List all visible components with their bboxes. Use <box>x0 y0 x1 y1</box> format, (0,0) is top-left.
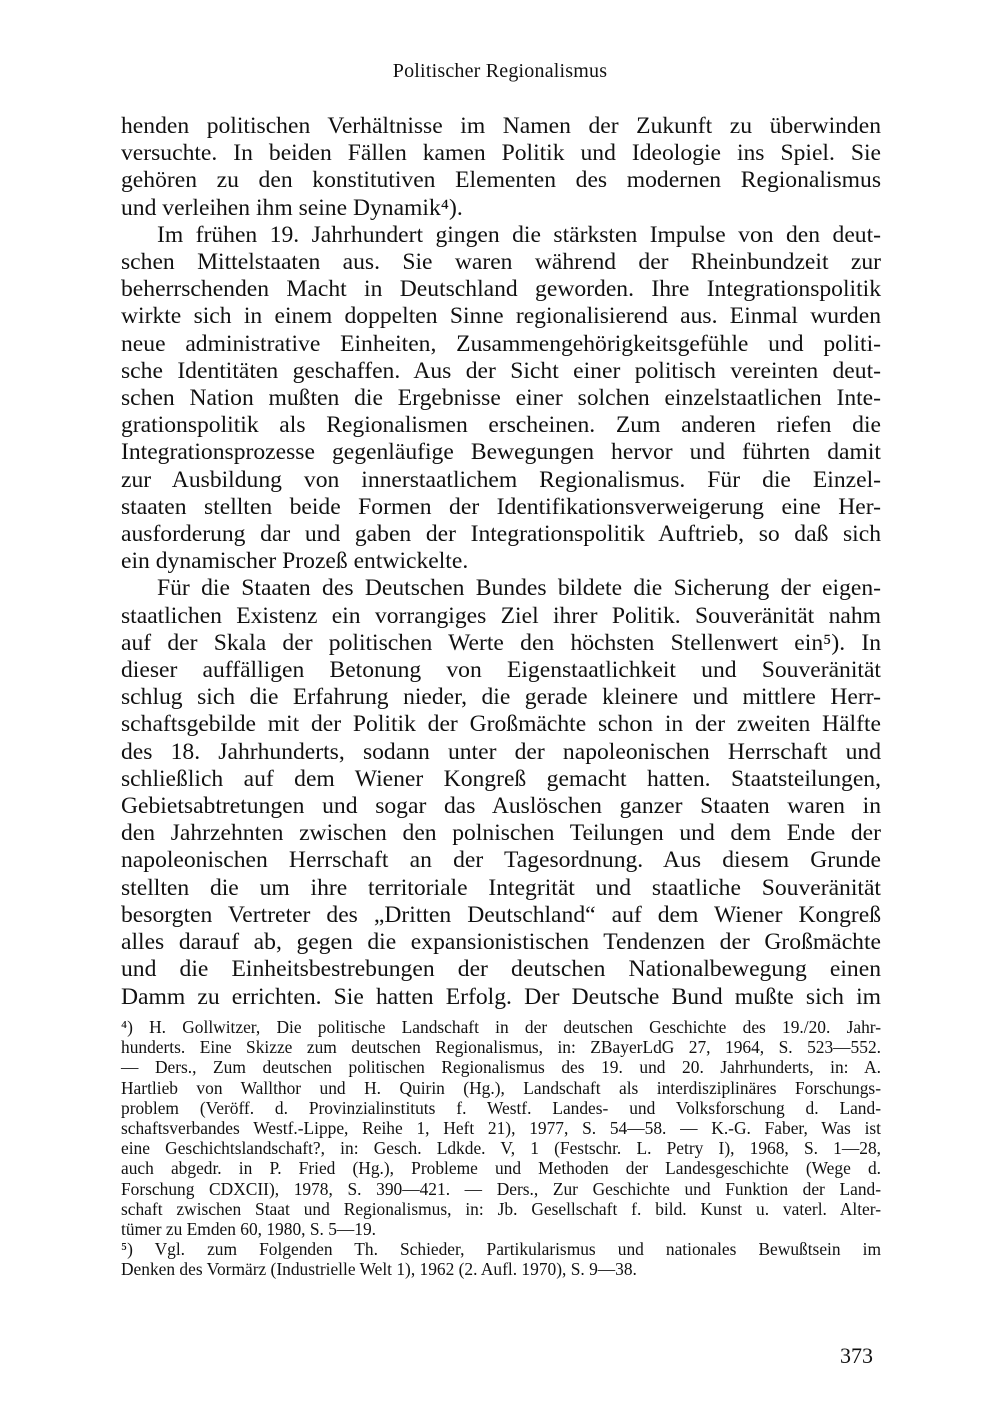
text-line: ein dynamischer Prozeß entwickelte. <box>121 548 469 575</box>
footnote-line: Forschung CDXCII), 1978, S. 390—421. — Ders., Zur Geschichte und Funktion der Land- <box>121 1178 881 1199</box>
footnote-line: tümer zu Emden 60, 1980, S. 5—19. <box>121 1219 377 1240</box>
footnote-line: schaft zwischen Staat und Regionalismus, in: Jb. Gesellschaft f. bild. Kunst u. vaterl. Alter- <box>121 1198 881 1219</box>
text-line: staatlichen Existenz ein vorrangiges Ziel ihrer Politik. Souveränität nahm <box>121 602 881 629</box>
text-line: sche Identitäten geschaffen. Aus der Sicht einer politisch vereinten deut- <box>121 357 881 384</box>
text-line: henden politischen Verhältnisse im Namen der Zukunft zu überwinden <box>121 113 881 139</box>
footnote-line: hunderts. Eine Skizze zum deutschen Regionalismus, in: ZBayerLdG 27, 1964, S. 523—552. <box>121 1037 881 1058</box>
text-line: alles darauf ab, gegen die expansionistischen Tendenzen der Großmächte <box>121 929 881 956</box>
text-line: beherrschenden Macht in Deutschland geworden. Ihre Integrationspolitik <box>121 276 881 303</box>
paragraph <box>121 113 881 222</box>
text-line: Im frühen 19. Jahrhundert gingen die stärksten Impulse von den deut- <box>157 221 881 248</box>
footnote-line: problem (Veröff. d. Provinzialinstituts f. Westf. Landes- und Volksforschung d. Land- <box>121 1097 881 1118</box>
footnote-line: auch abgedr. in P. Fried (Hg.), Probleme und Methoden der Landesgeschichte (Wege d. <box>121 1158 881 1179</box>
text-line: neue administrative Einheiten, Zusammengehörigkeitsgefühle und politi- <box>121 330 881 357</box>
text-line: gehören zu den konstitutiven Elementen des modernen Regionalismus <box>121 167 881 194</box>
footnote <box>121 1239 881 1279</box>
footnote-line: Denken des Vormärz (Industrielle Welt 1), 1962 (2. Aufl. 1970), S. 9—38. <box>121 1259 637 1280</box>
text-line: den Jahrzehnten zwischen den polnischen Teilungen und dem Ende der <box>121 820 881 847</box>
footnote-line: ⁴) H. Gollwitzer, Die politische Landschaft in der deutschen Geschichte des 19./20. Jahr- <box>121 1017 881 1037</box>
text-line: schlug sich die Erfahrung nieder, die gerade kleinere und mittlere Herr- <box>121 684 881 711</box>
text-line: Für die Staaten des Deutschen Bundes bildete die Sicherung der eigen- <box>157 575 881 602</box>
text-line: schen Mittelstaaten aus. Sie waren während der Rheinbundzeit zur <box>121 249 881 276</box>
footnote <box>121 1017 881 1239</box>
footnote-line: ⁵) Vgl. zum Folgenden Th. Schieder, Partikularismus und nationales Bewußtsein im <box>121 1239 881 1260</box>
footnote-line: — Ders., Zum deutschen politischen Regionalismus des 19. und 20. Jahrhunderts, in: A. <box>121 1057 881 1078</box>
running-head: Politischer Regionalismus <box>392 60 608 82</box>
text-line: dieser auffälligen Betonung von Eigenstaatlichkeit und Souveränität <box>121 657 881 684</box>
text-line: auf der Skala der politischen Werte den höchsten Stellenwert ein⁵). In <box>121 629 881 656</box>
footnote-line: Hartlieb von Wallthor und H. Quirin (Hg.), Landschaft als interdisziplinäres Forschungs- <box>121 1077 881 1098</box>
text-line: schen Nation mußten die Ergebnisse einer solchen einzelstaatlichen Inte- <box>121 385 881 412</box>
text-line: napoleonischen Herrschaft an der Tagesordnung. Aus diesem Grunde <box>121 847 881 874</box>
body-text <box>121 113 881 1011</box>
page-number: 373 <box>840 1343 873 1368</box>
text-line: zur Ausbildung von innerstaatlichem Regionalismus. Für die Einzel- <box>121 466 881 493</box>
text-line: ausforderung dar und gaben der Integrationspolitik Auftrieb, so daß sich <box>121 521 881 548</box>
footnotes <box>121 1017 881 1280</box>
text-line: und die Einheitsbestrebungen der deutschen Nationalbewegung einen <box>121 956 881 983</box>
text-line: besorgten Vertreter des „Dritten Deutschland“ auf dem Wiener Kongreß <box>121 901 881 928</box>
text-line: schaftsgebilde mit der Politik der Großmächte schon in der zweiten Hälfte <box>121 711 881 738</box>
footnote-line: schaftsverbandes Westf.-Lippe, Reihe 1, Heft 21), 1977, S. 54—58. — K.-G. Faber, Was ist <box>121 1118 881 1139</box>
text-line: staaten stellten beide Formen der Identifikationsverweigerung eine Her- <box>121 493 881 520</box>
paragraph <box>121 222 881 576</box>
footnote-line: eine Geschichtslandschaft?, in: Gesch. Ldkde. V, 1 (Festschr. L. Petry I), 1968, S. 1—28, <box>121 1138 881 1159</box>
text-line: Damm zu errichten. Sie hatten Erfolg. Der Deutsche Bund mußte sich im <box>121 983 881 1010</box>
text-line: Gebietsabtretungen und sogar das Auslöschen ganzer Staaten waren in <box>121 793 881 820</box>
paragraph <box>121 575 881 1010</box>
text-line: schließlich auf dem Wiener Kongreß gemacht hatten. Staatsteilungen, <box>121 765 881 792</box>
text-line: stellten die um ihre territoriale Integrität und staatliche Souveränität <box>121 874 881 901</box>
text-line: wirkte sich in einem doppelten Sinne regionalisierend aus. Einmal wurden <box>121 303 881 330</box>
text-line: versuchte. In beiden Fällen kamen Politik und Ideologie ins Spiel. Sie <box>121 140 881 167</box>
text-line: Integrationsprozesse gegenläufige Bewegungen hervor und führten damit <box>121 439 881 466</box>
text-line: und verleihen ihm seine Dynamik⁴). <box>121 194 463 221</box>
text-line: grationspolitik als Regionalismen erscheinen. Zum anderen riefen die <box>121 412 881 439</box>
text-line: des 18. Jahrhunderts, sodann unter der napoleonischen Herrschaft und <box>121 738 881 765</box>
